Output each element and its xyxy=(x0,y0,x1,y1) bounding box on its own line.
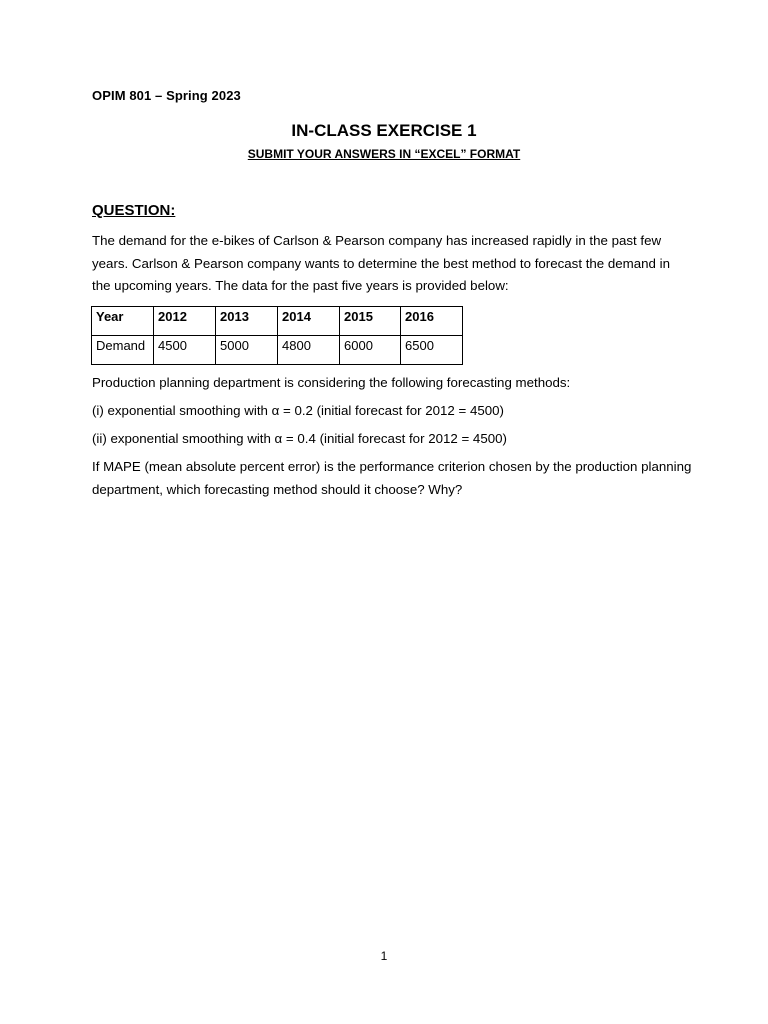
course-label: OPIM 801 – Spring 2023 xyxy=(92,88,241,103)
table-cell: 6500 xyxy=(401,336,463,365)
demand-table xyxy=(91,306,463,365)
table-cell: Demand xyxy=(92,336,154,365)
table-cell: 5000 xyxy=(216,336,278,365)
question-intro: The demand for the e-bikes of Carlson & Pearson company has increased rapidly in the past few years. Carlson & Pearson company wants to determine the best method to forecast the demand in the upcoming years. The data for the past five years is provided below: xyxy=(92,233,670,293)
table-header-cell: 2013 xyxy=(216,307,278,336)
final-question: If MAPE (mean absolute percent error) is the performance criterion chosen by the production planning department, which forecasting method should it choose? Why? xyxy=(92,459,692,497)
table-cell: 4500 xyxy=(154,336,216,365)
table-header-cell: Year xyxy=(92,307,154,336)
table-header-cell: 2012 xyxy=(154,307,216,336)
table-header-row xyxy=(92,307,463,336)
page-subtitle: SUBMIT YOUR ANSWERS IN “EXCEL” FORMAT xyxy=(247,147,521,161)
method-1: (i) exponential smoothing with α = 0.2 (initial forecast for 2012 = 4500) xyxy=(92,403,504,418)
page-number: 1 xyxy=(380,949,388,963)
question-heading: QUESTION: xyxy=(92,202,176,219)
page-title: IN-CLASS EXERCISE 1 xyxy=(291,121,477,140)
table-header-cell: 2016 xyxy=(401,307,463,336)
methods-intro: Production planning department is considering the following forecasting methods: xyxy=(92,375,571,390)
table-cell: 6000 xyxy=(340,336,401,365)
table-cell: 4800 xyxy=(278,336,340,365)
table-header-cell: 2014 xyxy=(278,307,340,336)
table-row xyxy=(92,336,463,365)
method-2: (ii) exponential smoothing with α = 0.4 (initial forecast for 2012 = 4500) xyxy=(92,431,507,446)
table-header-cell: 2015 xyxy=(340,307,401,336)
